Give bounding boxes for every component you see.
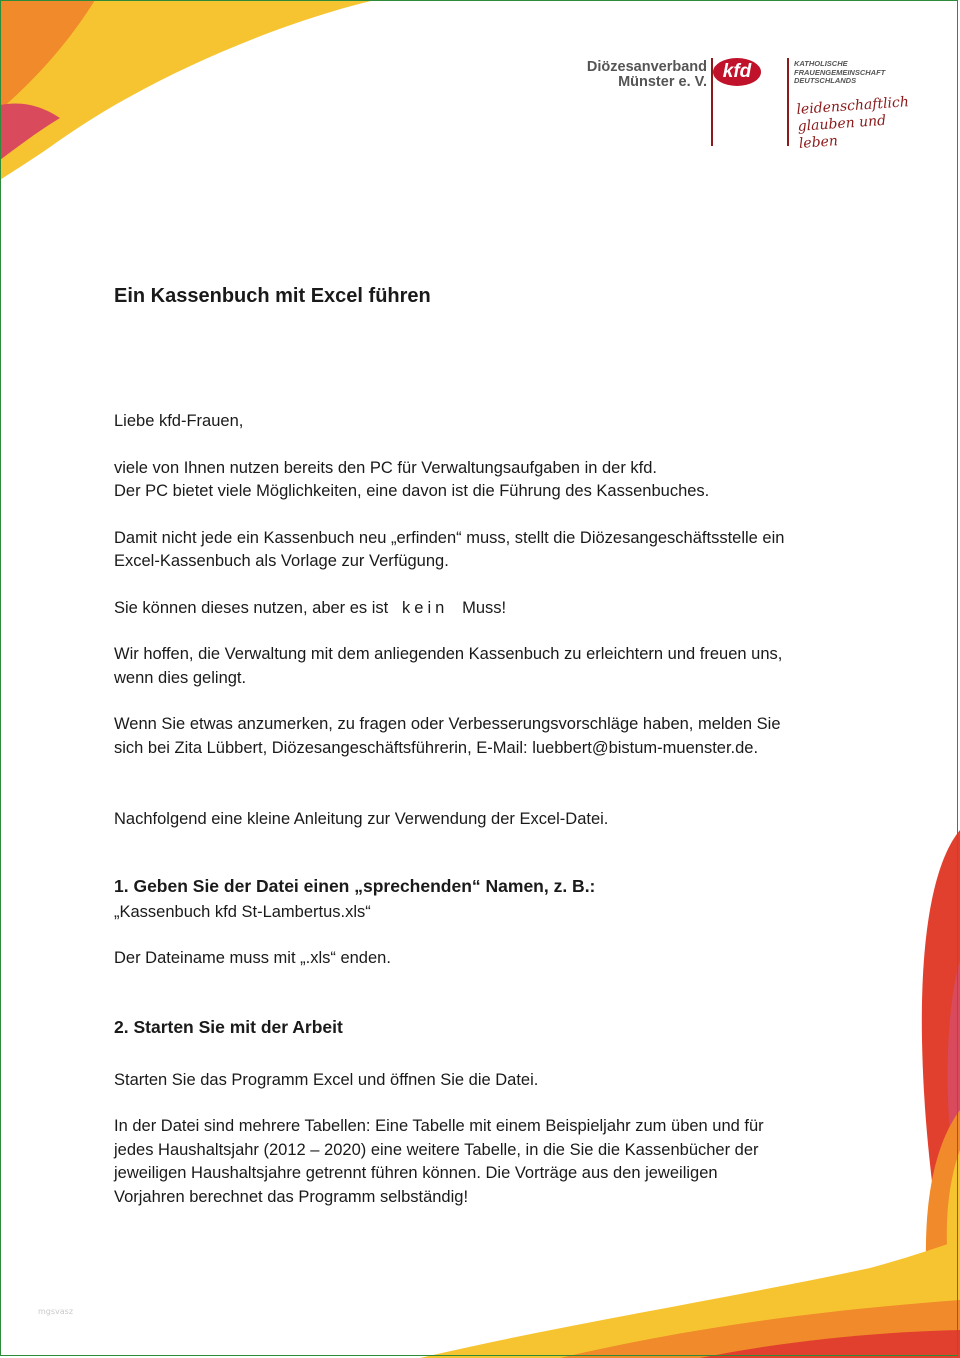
paragraph-hope xyxy=(114,643,874,690)
footer-watermark: mgsvasz xyxy=(38,1307,74,1316)
document-body xyxy=(114,282,874,1209)
paragraph-line: Der PC bietet viele Möglichkeiten, eine davon ist die Führung des Kassenbuches. xyxy=(114,482,710,500)
logo-slogan xyxy=(796,93,929,153)
emphasis-kein: kein xyxy=(402,598,449,617)
kfd-logo-mark xyxy=(713,58,761,86)
logo-divider-left xyxy=(711,58,713,146)
paragraph-line: Vorjahren berechnet das Programm selbständig! xyxy=(114,1187,469,1206)
tagline-line3: DEUTSCHLANDS xyxy=(794,76,857,86)
paragraph-line: Excel-Kassenbuch als Vorlage zur Verfügung. xyxy=(114,552,449,570)
paragraph-line: jeweiligen Haushaltsjahre getrennt führen können. Die Vorträge aus den jeweiligen xyxy=(114,1164,718,1182)
section-1-example: „Kassenbuch kfd St-Lambertus.xls“ xyxy=(114,902,371,921)
tagline-line1: KATHOLISCHE xyxy=(794,59,848,68)
section-2-heading: 2. Starten Sie mit der Arbeit xyxy=(114,1016,343,1037)
kfd-logo xyxy=(585,58,930,153)
paragraph-template xyxy=(114,527,874,574)
paragraph-line: In der Datei sind mehrere Tabellen: Eine Tabelle mit einem Beispieljahr zum üben und für xyxy=(114,1117,764,1135)
slogan-line2: glauben und leben xyxy=(797,112,887,152)
section-2-paragraph-2 xyxy=(114,1115,874,1209)
logo-divider-right xyxy=(787,58,789,146)
paragraph-optional xyxy=(114,597,874,621)
paragraph-contact xyxy=(114,713,874,760)
section-1-note: Der Dateiname muss mit „.xls“ enden. xyxy=(114,949,391,967)
org-name-line1: Diözesanverband xyxy=(586,59,707,75)
paragraph-line: Wir hoffen, die Verwaltung mit dem anliegenden Kassenbuch zu erleichtern und freuen uns, xyxy=(114,645,783,663)
paragraph-line: wenn dies gelingt. xyxy=(114,668,247,687)
paragraph-line: viele von Ihnen nutzen bereits den PC für Verwaltungsaufgaben in der kfd. xyxy=(114,458,658,477)
slogan-line1: leidenschaftlich xyxy=(796,94,910,118)
paragraph-line: Wenn Sie etwas anzumerken, zu fragen oder Verbesserungsvorschläge haben, melden Sie xyxy=(114,715,781,733)
paragraph-instructions-intro: Nachfolgend eine kleine Anleitung zur Verwendung der Excel-Datei. xyxy=(114,810,609,828)
org-name-line2: Münster e. V. xyxy=(618,74,707,90)
paragraph-text: Sie können dieses nutzen, aber es ist xyxy=(114,598,389,617)
paragraph-line: Damit nicht jede ein Kassenbuch neu „erfinden“ muss, stellt die Diözesangeschäftsstelle ein xyxy=(114,528,785,547)
paragraph-line: jedes Haushaltsjahr (2012 – 2020) eine weitere Tabelle, in die Sie die Kassenbücher der xyxy=(114,1140,759,1159)
tagline-line2: FRAUENGEMEINSCHAFT xyxy=(794,67,886,77)
paragraph-intro xyxy=(114,457,874,504)
section-2-paragraph-1: Starten Sie das Programm Excel und öffnen Sie die Datei. xyxy=(114,1070,539,1089)
logo-tagline xyxy=(794,60,924,86)
paragraph-line: sich bei Zita Lübbert, Diözesangeschäftsführerin, E-Mail: luebbert@bistum-muenster.de. xyxy=(114,738,759,757)
document-title: Ein Kassenbuch mit Excel führen xyxy=(114,285,431,307)
greeting: Liebe kfd-Frauen, xyxy=(114,412,244,430)
kfd-logo-text: kfd xyxy=(722,61,752,82)
section-1-heading: 1. Geben Sie der Datei einen „sprechenden“ Namen, z. B.: xyxy=(114,875,596,896)
organization-name xyxy=(585,60,707,90)
paragraph-text: Muss! xyxy=(462,598,507,617)
